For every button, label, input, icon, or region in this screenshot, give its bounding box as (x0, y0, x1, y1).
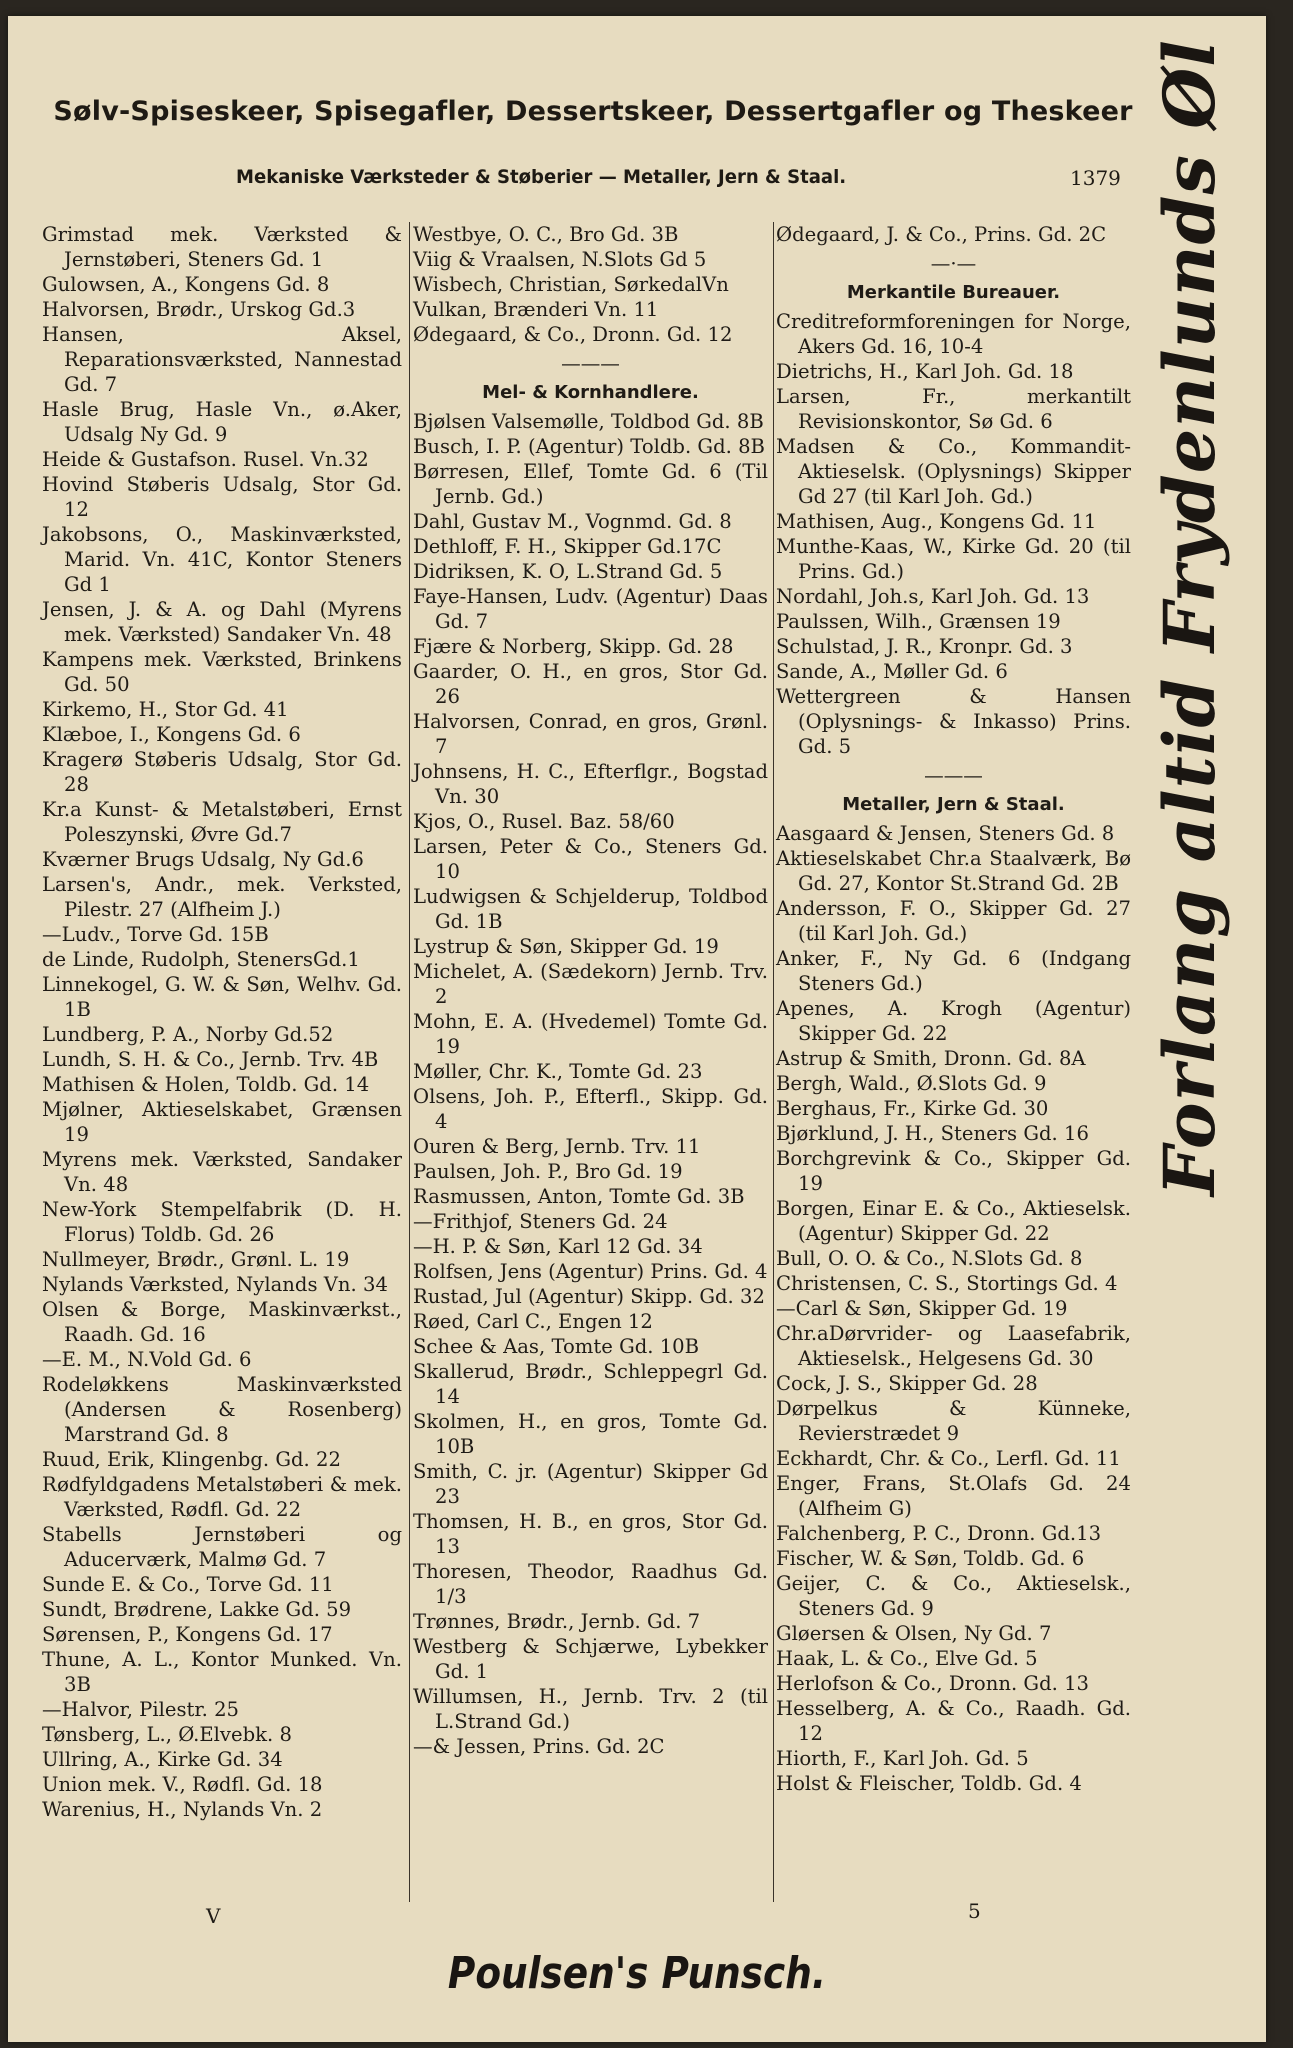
directory-entry: Michelet, A. (Sædekorn) Jernb. Trv. 2 (413, 960, 768, 1008)
directory-entry: Ruud, Erik, Klingenbg. Gd. 22 (42, 1448, 341, 1471)
directory-entry: Munthe-Kaas, W., Kirke Gd. 20 (til Prins. Gd.) (776, 535, 1131, 583)
directory-entry: Astrup & Smith, Dronn. Gd. 8A (776, 1047, 1086, 1070)
directory-entry: Mjølner, Aktieselskabet, Grænsen 19 (42, 1098, 402, 1146)
directory-page (8, 16, 1266, 2042)
directory-entry: Thune, A. L., Kontor Munked. Vn. 3B (42, 1648, 402, 1696)
directory-entry: Geijer, C. & Co., Aktieselsk., Steners Gd. 9 (776, 1572, 1131, 1620)
directory-entry: Rasmussen, Anton, Tomte Gd. 3B (413, 1185, 745, 1208)
directory-entry: Aktieselskabet Chr.a Staalværk, Bø Gd. 27, Kontor St.Strand Gd. 2B (776, 847, 1131, 895)
directory-entry: Skallerud, Brødr., Schleppegrl Gd. 14 (413, 1360, 768, 1408)
directory-entry: Busch, I. P. (Agentur) Toldb. Gd. 8B (413, 435, 765, 458)
directory-entry: Vulkan, Brænderi Vn. 11 (413, 298, 659, 321)
directory-entry: Skolmen, H., en gros, Tomte Gd. 10B (413, 1410, 768, 1458)
directory-entry: Cock, J. S., Skipper Gd. 28 (776, 1372, 1038, 1395)
section-rule: ——— (924, 764, 983, 787)
directory-entry: Sande, A., Møller Gd. 6 (776, 660, 1008, 683)
directory-entry: Kværner Brugs Udsalg, Ny Gd.6 (42, 848, 364, 871)
directory-entry: Ødegaard, & Co., Dronn. Gd. 12 (413, 323, 733, 346)
directory-entry: Ødegaard, J. & Co., Prins. Gd. 2C (776, 223, 1107, 246)
directory-entry: Grimstad mek. Værksted & Jernstøberi, Steners Gd. 1 (42, 223, 402, 271)
directory-entry: Borgen, Einar E. & Co., Aktieselsk. (Agentur) Skipper Gd. 22 (776, 1197, 1131, 1245)
directory-entry: Dietrichs, H., Karl Joh. Gd. 18 (776, 360, 1074, 383)
directory-entry: Berghaus, Fr., Kirke Gd. 30 (776, 1097, 1049, 1120)
bottom-advertisement: Poulsen's Punsch. (447, 1948, 827, 1999)
directory-entry: Møller, Chr. K., Tomte Gd. 23 (413, 1060, 703, 1083)
directory-entry: Olsen & Borge, Maskinværkst., Raadh. Gd. 16 (42, 1298, 402, 1346)
directory-entry: Lundh, S. H. & Co., Jernb. Trv. 4B (42, 1048, 379, 1071)
directory-entry: Kjos, O., Rusel. Baz. 58/60 (413, 810, 675, 833)
directory-entry: Ludwigsen & Schjelderup, Toldbod Gd. 1B (413, 885, 768, 933)
directory-entry: Apenes, A. Krogh (Agentur) Skipper Gd. 22 (776, 997, 1131, 1045)
directory-entry: Eckhardt, Chr. & Co., Lerfl. Gd. 11 (776, 1447, 1121, 1470)
directory-entry: Trønnes, Brødr., Jernb. Gd. 7 (413, 1610, 701, 1633)
signature-mark: V (206, 1904, 221, 1928)
directory-entry: Smith, C. jr. (Agentur) Skipper Gd 23 (413, 1460, 768, 1508)
directory-entry: Herlofson & Co., Dronn. Gd. 13 (776, 1672, 1090, 1695)
section-heading: Merkantile Bureauer. (846, 282, 1061, 303)
directory-entry: Nylands Værksted, Nylands Vn. 34 (42, 1273, 388, 1296)
directory-entry: Hansen, Aksel, Reparationsværksted, Nannestad Gd. 7 (42, 323, 402, 396)
directory-entry: Anker, F., Ny Gd. 6 (Indgang Steners Gd.) (776, 947, 1131, 995)
directory-entry: Olsens, Joh. P., Efterfl., Skipp. Gd. 4 (413, 1085, 768, 1133)
directory-entry: Thomsen, H. B., en gros, Stor Gd. 13 (413, 1510, 768, 1558)
directory-entry: Enger, Frans, St.Olafs Gd. 24 (Alfheim G) (776, 1472, 1131, 1520)
column-divider (773, 222, 774, 1902)
directory-entry: Rolfsen, Jens (Agentur) Prins. Gd. 4 (413, 1260, 768, 1283)
directory-entry: Creditreformforeningen for Norge, Akers Gd. 16, 10-4 (776, 310, 1131, 358)
directory-entry: Fischer, W. & Søn, Toldb. Gd. 6 (776, 1547, 1085, 1570)
directory-entry: Dørpelkus & Künneke, Revierstrædet 9 (776, 1397, 1131, 1445)
directory-entry: Hesselberg, A. & Co., Raadh. Gd. 12 (776, 1697, 1131, 1745)
column-divider (409, 222, 410, 1902)
directory-entry: Madsen & Co., Kommandit-Aktieselsk. (Oplysnings) Skipper Gd 27 (til Karl Joh. Gd.) (776, 435, 1131, 508)
directory-entry: —Carl & Søn, Skipper Gd. 19 (776, 1297, 1068, 1320)
directory-entry: Lystrup & Søn, Skipper Gd. 19 (413, 935, 719, 958)
section-heading: Mel- & Kornhandlere. (482, 382, 699, 403)
section-heading: Metaller, Jern & Staal. (842, 794, 1065, 815)
directory-entry: Nordahl, Joh.s, Karl Joh. Gd. 13 (776, 585, 1090, 608)
page-number: 1379 (1070, 166, 1121, 190)
directory-entry: Didriksen, K. O, L.Strand Gd. 5 (413, 560, 723, 583)
directory-entry: Warenius, H., Nylands Vn. 2 (42, 1798, 323, 1821)
directory-entry: Lundberg, P. A., Norby Gd.52 (42, 1023, 334, 1046)
directory-entry: Westbye, O. C., Bro Gd. 3B (413, 223, 679, 246)
directory-entry: Jensen, J. & A. og Dahl (Myrens mek. Værksted) Sandaker Vn. 48 (42, 598, 402, 646)
directory-entry: Dethloff, F. H., Skipper Gd.17C (413, 535, 722, 558)
directory-entry: Heide & Gustafson. Rusel. Vn.32 (42, 448, 369, 471)
directory-entry: Union mek. V., Rødfl. Gd. 18 (42, 1773, 323, 1796)
directory-entry: Schee & Aas, Tomte Gd. 10B (413, 1335, 700, 1358)
directory-entry: Røed, Carl C., Engen 12 (413, 1310, 653, 1333)
directory-entry: Schulstad, J. R., Kronpr. Gd. 3 (776, 635, 1073, 658)
directory-entry: Gulowsen, A., Kongens Gd. 8 (42, 273, 330, 296)
banner-advertisement: Sølv-Spiseskeer, Spisegafler, Dessertskeer, Dessertgafler og Theskeer (53, 96, 1133, 127)
directory-entry: Mathisen & Holen, Toldb. Gd. 14 (42, 1073, 370, 1096)
directory-entry: Faye-Hansen, Ludv. (Agentur) Daas Gd. 7 (413, 585, 768, 633)
directory-entry: de Linde, Rudolph, StenersGd.1 (42, 948, 360, 971)
directory-entry: —& Jessen, Prins. Gd. 2C (413, 1735, 665, 1758)
directory-entry: Bjølsen Valsemølle, Toldbod Gd. 8B (413, 410, 764, 433)
directory-entry: Borchgrevink & Co., Skipper Gd. 19 (776, 1147, 1131, 1195)
directory-entry: New-York Stempelfabrik (D. H. Florus) Toldb. Gd. 26 (42, 1198, 402, 1246)
directory-entry: Wettergreen & Hansen (Oplysnings- & Inkasso) Prins. Gd. 5 (776, 685, 1131, 758)
directory-entry: Rodeløkkens Maskinværksted (Andersen & Rosenberg) Marstrand Gd. 8 (42, 1373, 402, 1446)
directory-entry: Sundt, Brødrene, Lakke Gd. 59 (42, 1598, 352, 1621)
directory-entry: Bjørklund, J. H., Steners Gd. 16 (776, 1122, 1089, 1145)
running-head: Mekaniske Værksteder & Støberier — Metaller, Jern & Staal. (236, 166, 847, 188)
directory-entry: Hiorth, F., Karl Joh. Gd. 5 (776, 1747, 1029, 1770)
directory-entry: Larsen, Fr., merkantilt Revisionskontor, Sø Gd. 6 (776, 385, 1131, 433)
directory-entry: Fjære & Norberg, Skipp. Gd. 28 (413, 635, 734, 658)
directory-entry: Kampens mek. Værksted, Brinkens Gd. 50 (42, 648, 402, 696)
directory-entry: Hasle Brug, Hasle Vn., ø.Aker, Udsalg Ny Gd. 9 (42, 398, 402, 446)
directory-entry: Johnsens, H. C., Efterflgr., Bogstad Vn. 30 (413, 760, 768, 808)
directory-entry: Kragerø Støberis Udsalg, Stor Gd. 28 (42, 748, 402, 796)
directory-entry: Dahl, Gustav M., Vognmd. Gd. 8 (413, 510, 732, 533)
side-advertisement: Forlang altid Frydenlunds Øl (1148, 39, 1231, 1196)
directory-entry: Falchenberg, P. C., Dronn. Gd.13 (776, 1522, 1102, 1545)
directory-entry: Rustad, Jul (Agentur) Skipp. Gd. 32 (413, 1285, 765, 1308)
directory-entry: Larsen, Peter & Co., Steners Gd. 10 (413, 835, 768, 883)
directory-entry: Børresen, Ellef, Tomte Gd. 6 (Til Jernb. Gd.) (413, 460, 768, 508)
directory-entry: Westberg & Schjærwe, Lybekker Gd. 1 (413, 1635, 768, 1683)
column-2 (413, 222, 768, 1759)
directory-entry: Andersson, F. O., Skipper Gd. 27 (til Karl Joh. Gd.) (776, 897, 1131, 945)
directory-entry: Nullmeyer, Brødr., Grønl. L. 19 (42, 1248, 350, 1271)
directory-entry: Paulsen, Joh. P., Bro Gd. 19 (413, 1160, 683, 1183)
section-rule: —·— (930, 252, 977, 275)
directory-entry: Christensen, C. S., Stortings Gd. 4 (776, 1272, 1118, 1295)
directory-entry: Viig & Vraalsen, N.Slots Gd 5 (413, 248, 707, 271)
directory-entry: —E. M., N.Vold Gd. 6 (42, 1348, 252, 1371)
directory-entry: Rødfyldgadens Metalstøberi & mek. Værksted, Rødfl. Gd. 22 (42, 1473, 402, 1521)
directory-entry: Ullring, A., Kirke Gd. 34 (42, 1748, 283, 1771)
directory-entry: Myrens mek. Værksted, Sandaker Vn. 48 (42, 1148, 402, 1196)
directory-entry: Stabells Jernstøberi og Aducerværk, Malmø Gd. 7 (42, 1523, 402, 1571)
directory-entry: —H. P. & Søn, Karl 12 Gd. 34 (413, 1235, 703, 1258)
directory-entry: Bergh, Wald., Ø.Slots Gd. 9 (776, 1072, 1047, 1095)
directory-entry: Paulssen, Wilh., Grænsen 19 (776, 610, 1061, 633)
directory-entry: Haak, L. & Co., Elve Gd. 5 (776, 1647, 1038, 1670)
directory-entry: Klæboe, I., Kongens Gd. 6 (42, 723, 301, 746)
directory-entry: Thoresen, Theodor, Raadhus Gd. 1/3 (413, 1560, 768, 1608)
directory-entry: Halvorsen, Brødr., Urskog Gd.3 (42, 298, 356, 321)
directory-entry: Sunde E. & Co., Torve Gd. 11 (42, 1573, 334, 1596)
directory-entry: Chr.aDørvrider- og Laasefabrik, Aktieselsk., Helgesens Gd. 30 (776, 1322, 1131, 1370)
directory-entry: Willumsen, H., Jernb. Trv. 2 (til L.Strand Gd.) (413, 1685, 768, 1733)
directory-entry: Linnekogel, G. W. & Søn, Welhv. Gd. 1B (42, 973, 402, 1021)
directory-entry: Ouren & Berg, Jernb. Trv. 11 (413, 1135, 701, 1158)
directory-entry: —Halvor, Pilestr. 25 (42, 1698, 240, 1721)
directory-entry: —Frithjof, Steners Gd. 24 (413, 1210, 668, 1233)
directory-entry: Jakobsons, O., Maskinværksted, Marid. Vn. 41C, Kontor Steners Gd 1 (42, 523, 402, 596)
directory-entry: Halvorsen, Conrad, en gros, Grønl. 7 (413, 710, 768, 758)
directory-entry: Hovind Støberis Udsalg, Stor Gd. 12 (42, 473, 402, 521)
directory-entry: Kirkemo, H., Stor Gd. 41 (42, 698, 289, 721)
directory-entry: Mohn, E. A. (Hvedemel) Tomte Gd. 19 (413, 1010, 768, 1058)
directory-entry: Holst & Fleischer, Toldb. Gd. 4 (776, 1772, 1082, 1795)
directory-entry: Tønsberg, L., Ø.Elvebk. 8 (42, 1723, 292, 1746)
sheet-number: 5 (968, 1899, 981, 1923)
directory-entry: Gløersen & Olsen, Ny Gd. 7 (776, 1622, 1052, 1645)
directory-entry: Gaarder, O. H., en gros, Stor Gd. 26 (413, 660, 768, 708)
section-rule: ——— (561, 352, 620, 375)
directory-entry: Wisbech, Christian, SørkedalVn (413, 273, 729, 296)
directory-entry: Larsen's, Andr., mek. Verksted, Pilestr. 27 (Alfheim J.) (42, 873, 402, 921)
directory-entry: Kr.a Kunst- & Metalstøberi, Ernst Poleszynski, Øvre Gd.7 (42, 798, 402, 846)
column-3 (776, 222, 1131, 1796)
directory-entry: Aasgaard & Jensen, Steners Gd. 8 (776, 822, 1115, 845)
directory-entry: —Ludv., Torve Gd. 15B (42, 923, 269, 946)
directory-entry: Mathisen, Aug., Kongens Gd. 11 (776, 510, 1097, 533)
column-1 (42, 222, 402, 1822)
directory-entry: Sørensen, P., Kongens Gd. 17 (42, 1623, 333, 1646)
directory-entry: Bull, O. O. & Co., N.Slots Gd. 8 (776, 1247, 1083, 1270)
